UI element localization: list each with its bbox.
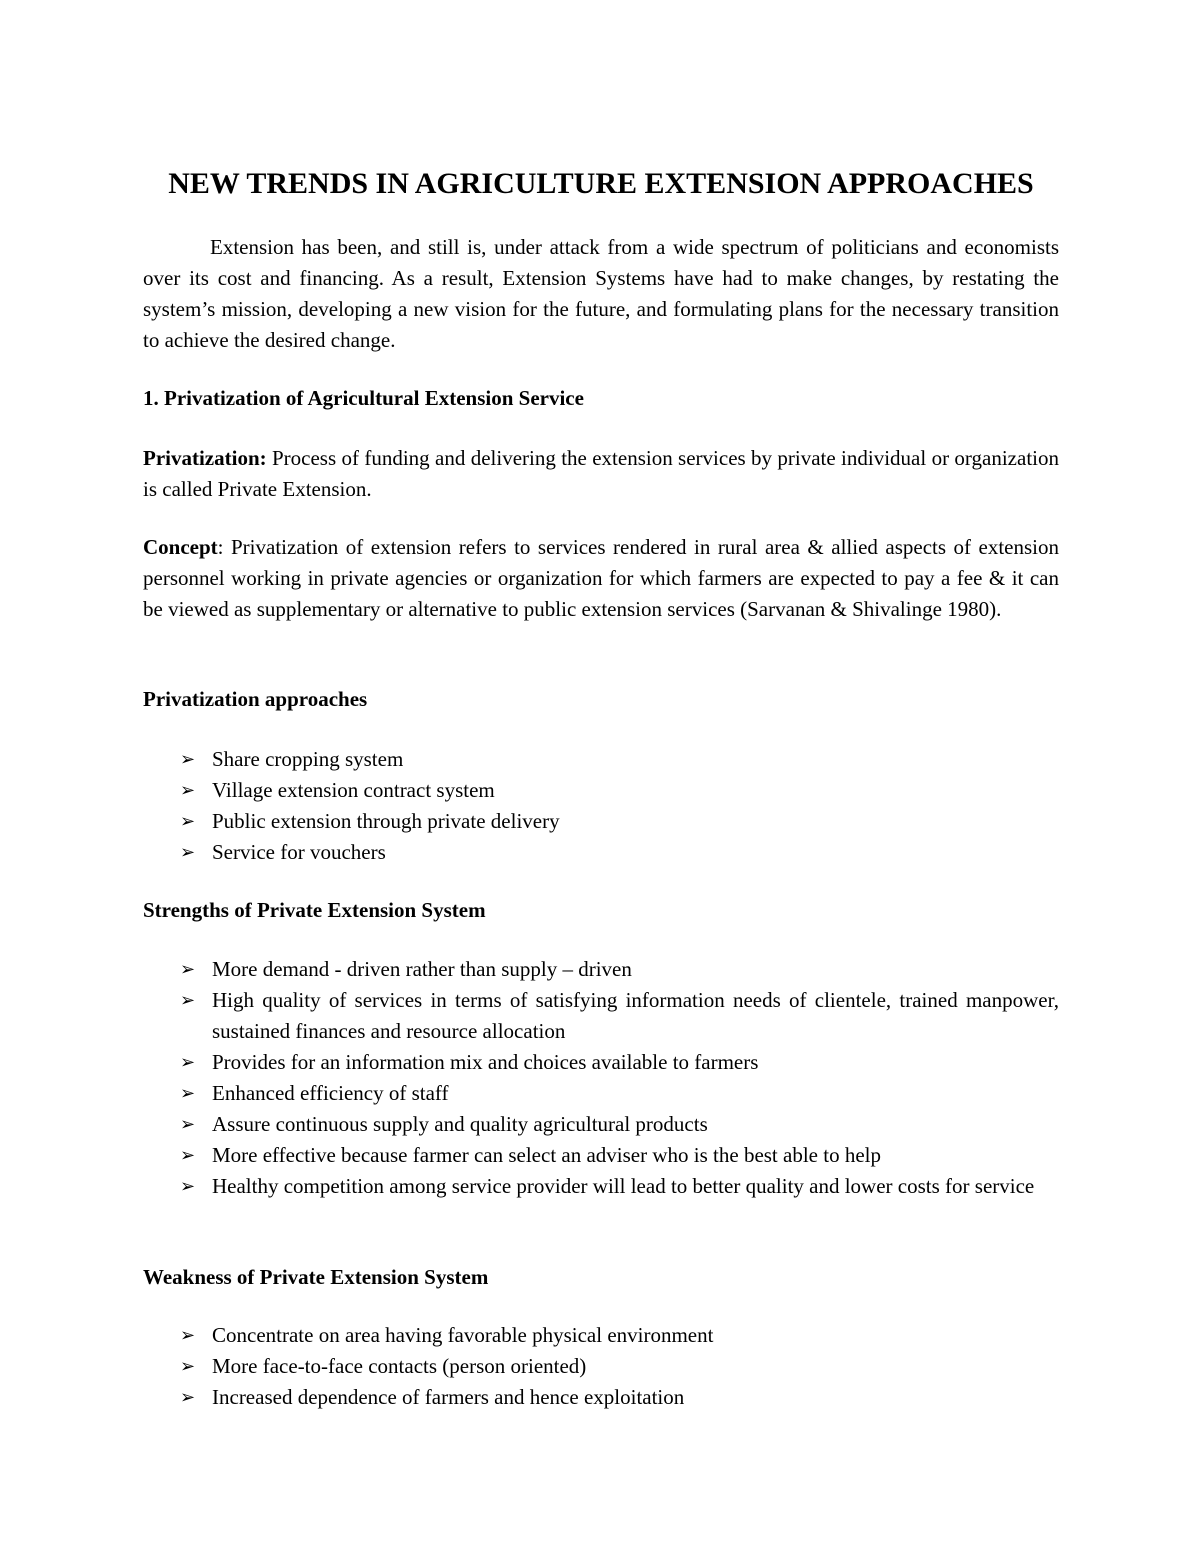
arrow-bullet-icon: ➢ xyxy=(180,811,196,831)
strengths-heading: Strengths of Private Extension System xyxy=(143,898,486,922)
weakness-list xyxy=(143,1320,1059,1413)
intro-paragraph: Extension has been, and still is, under attack from a wide spectrum of politicians and economists over its cost and financing. As a result, Extension Systems have had to make changes, by restating the system’s mission, developing a new vision for the future, and formulating plans for the necessary transition to achieve the desired change. xyxy=(143,235,1059,352)
arrow-bullet-icon: ➢ xyxy=(180,749,196,769)
arrow-bullet-icon: ➢ xyxy=(180,1325,196,1345)
document-title: NEW TRENDS IN AGRICULTURE EXTENSION APPROACHES xyxy=(168,167,1034,200)
list-item: ➢ Village extension contract system xyxy=(143,775,1059,806)
arrow-bullet-icon: ➢ xyxy=(180,1145,196,1165)
arrow-bullet-icon: ➢ xyxy=(180,1083,196,1103)
list-item: ➢ Increased dependence of farmers and hence exploitation xyxy=(143,1382,1059,1413)
list-item: ➢ Share cropping system xyxy=(143,744,1059,775)
privatization-text: Process of funding and delivering the extension services by private individual or organization is called Private Extension. xyxy=(143,446,1059,501)
arrow-bullet-icon: ➢ xyxy=(180,1114,196,1134)
list-item: ➢ Assure continuous supply and quality agricultural products xyxy=(143,1109,1059,1140)
concept-label: Concept xyxy=(143,535,218,559)
concept-text: : Privatization of extension refers to services rendered in rural area & allied aspects of extension personnel working in private agencies or organization for which farmers are expected to pay a fee & it can be viewed as supplementary or alternative to public extension services (Sarvanan & Shivalinge 1980). xyxy=(143,535,1059,621)
arrow-bullet-icon: ➢ xyxy=(180,1356,196,1376)
arrow-bullet-icon: ➢ xyxy=(180,1387,196,1407)
arrow-bullet-icon: ➢ xyxy=(180,1052,196,1072)
arrow-bullet-icon: ➢ xyxy=(180,990,196,1010)
list-item: ➢ Healthy competition among service provider will lead to better quality and lower costs for service xyxy=(143,1171,1059,1202)
weakness-heading: Weakness of Private Extension System xyxy=(143,1265,489,1289)
arrow-bullet-icon: ➢ xyxy=(180,1176,196,1196)
list-item: ➢ Service for vouchers xyxy=(143,837,1059,868)
list-item: ➢ More face-to-face contacts (person oriented) xyxy=(143,1351,1059,1382)
section-heading-privatization: 1. Privatization of Agricultural Extension Service xyxy=(143,386,584,410)
concept-paragraph xyxy=(143,532,1059,625)
privatization-label: Privatization: xyxy=(143,446,267,470)
list-item: ➢ High quality of services in terms of satisfying information needs of clientele, trained manpower, sustained finances and resource allocation xyxy=(143,985,1059,1047)
list-item: ➢ More demand - driven rather than supply – driven xyxy=(143,954,1059,985)
arrow-bullet-icon: ➢ xyxy=(180,842,196,862)
approaches-list xyxy=(143,744,1059,868)
arrow-bullet-icon: ➢ xyxy=(180,959,196,979)
list-item: ➢ Concentrate on area having favorable physical environment xyxy=(143,1320,1059,1351)
privatization-definition xyxy=(143,443,1059,505)
strengths-list xyxy=(143,954,1059,1202)
list-item: ➢ More effective because farmer can select an adviser who is the best able to help xyxy=(143,1140,1059,1171)
list-item: ➢ Public extension through private delivery xyxy=(143,806,1059,837)
approaches-heading: Privatization approaches xyxy=(143,687,368,711)
list-item: ➢ Provides for an information mix and choices available to farmers xyxy=(143,1047,1059,1078)
list-item: ➢ Enhanced efficiency of staff xyxy=(143,1078,1059,1109)
arrow-bullet-icon: ➢ xyxy=(180,780,196,800)
